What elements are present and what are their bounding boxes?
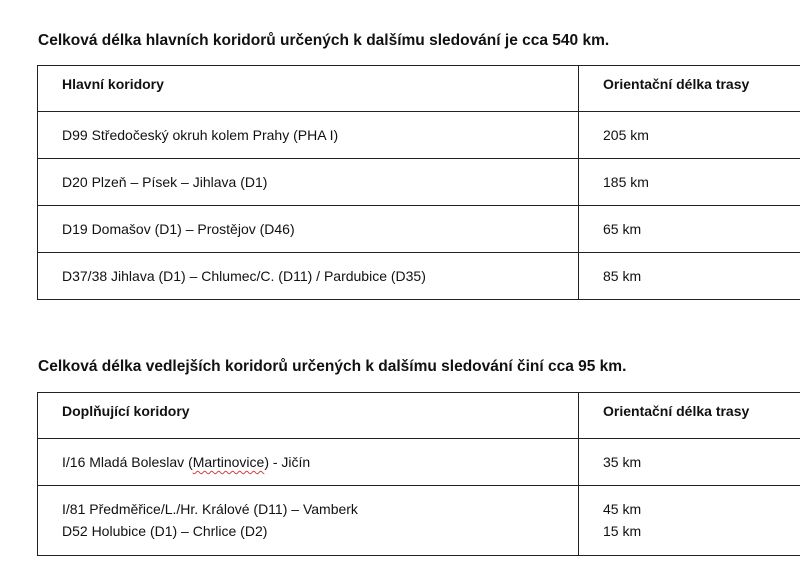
table-row bbox=[38, 253, 800, 300]
corridor-cell: D19 Domašov (D1) – Prostějov (D46) bbox=[38, 206, 579, 253]
table-row bbox=[38, 159, 800, 206]
column-header-length: Orientační délka trasy bbox=[579, 393, 800, 439]
table-row bbox=[38, 486, 800, 556]
corridor-text: ) - Jičín bbox=[264, 454, 311, 470]
table-header-row bbox=[38, 393, 800, 439]
corridor-cell: D99 Středočeský okruh kolem Prahy (PHA I) bbox=[38, 112, 579, 159]
length-cell: 85 km bbox=[579, 253, 800, 300]
length-line: 45 km bbox=[603, 501, 642, 517]
corridor-line: D52 Holubice (D1) – Chrlice (D2) bbox=[62, 523, 268, 539]
corridor-text: I/16 Mladá Boleslav ( bbox=[62, 454, 193, 470]
length-cell: 205 km bbox=[579, 112, 800, 159]
main-corridors-table bbox=[37, 65, 800, 300]
length-cell: 35 km bbox=[579, 439, 800, 486]
secondary-corridors-table bbox=[37, 392, 800, 556]
corridor-cell: D20 Plzeň – Písek – Jihlava (D1) bbox=[38, 159, 579, 206]
length-cell bbox=[579, 486, 800, 556]
corridor-cell bbox=[38, 486, 579, 556]
main-corridors-heading: Celková délka hlavních koridorů určených k dalšímu sledování je cca 540 km. bbox=[38, 32, 610, 49]
corridor-cell bbox=[38, 439, 579, 486]
spellcheck-underlined-word[interactable]: Martinovice bbox=[192, 454, 265, 470]
corridor-cell: D37/38 Jihlava (D1) – Chlumec/C. (D11) / Pardubice (D35) bbox=[38, 253, 579, 300]
length-line: 15 km bbox=[603, 523, 642, 539]
column-header-corridor: Hlavní koridory bbox=[38, 66, 579, 112]
length-cell: 185 km bbox=[579, 159, 800, 206]
column-header-corridor: Doplňující koridory bbox=[38, 393, 579, 439]
length-cell: 65 km bbox=[579, 206, 800, 253]
table-header-row bbox=[38, 66, 800, 112]
table-row bbox=[38, 206, 800, 253]
column-header-length: Orientační délka trasy bbox=[579, 66, 800, 112]
table-row bbox=[38, 112, 800, 159]
secondary-corridors-heading: Celková délka vedlejších koridorů určených k dalšímu sledování činí cca 95 km. bbox=[38, 358, 627, 375]
table-row bbox=[38, 439, 800, 486]
corridor-line: I/81 Předměřice/L./Hr. Králové (D11) – Vamberk bbox=[62, 501, 358, 517]
